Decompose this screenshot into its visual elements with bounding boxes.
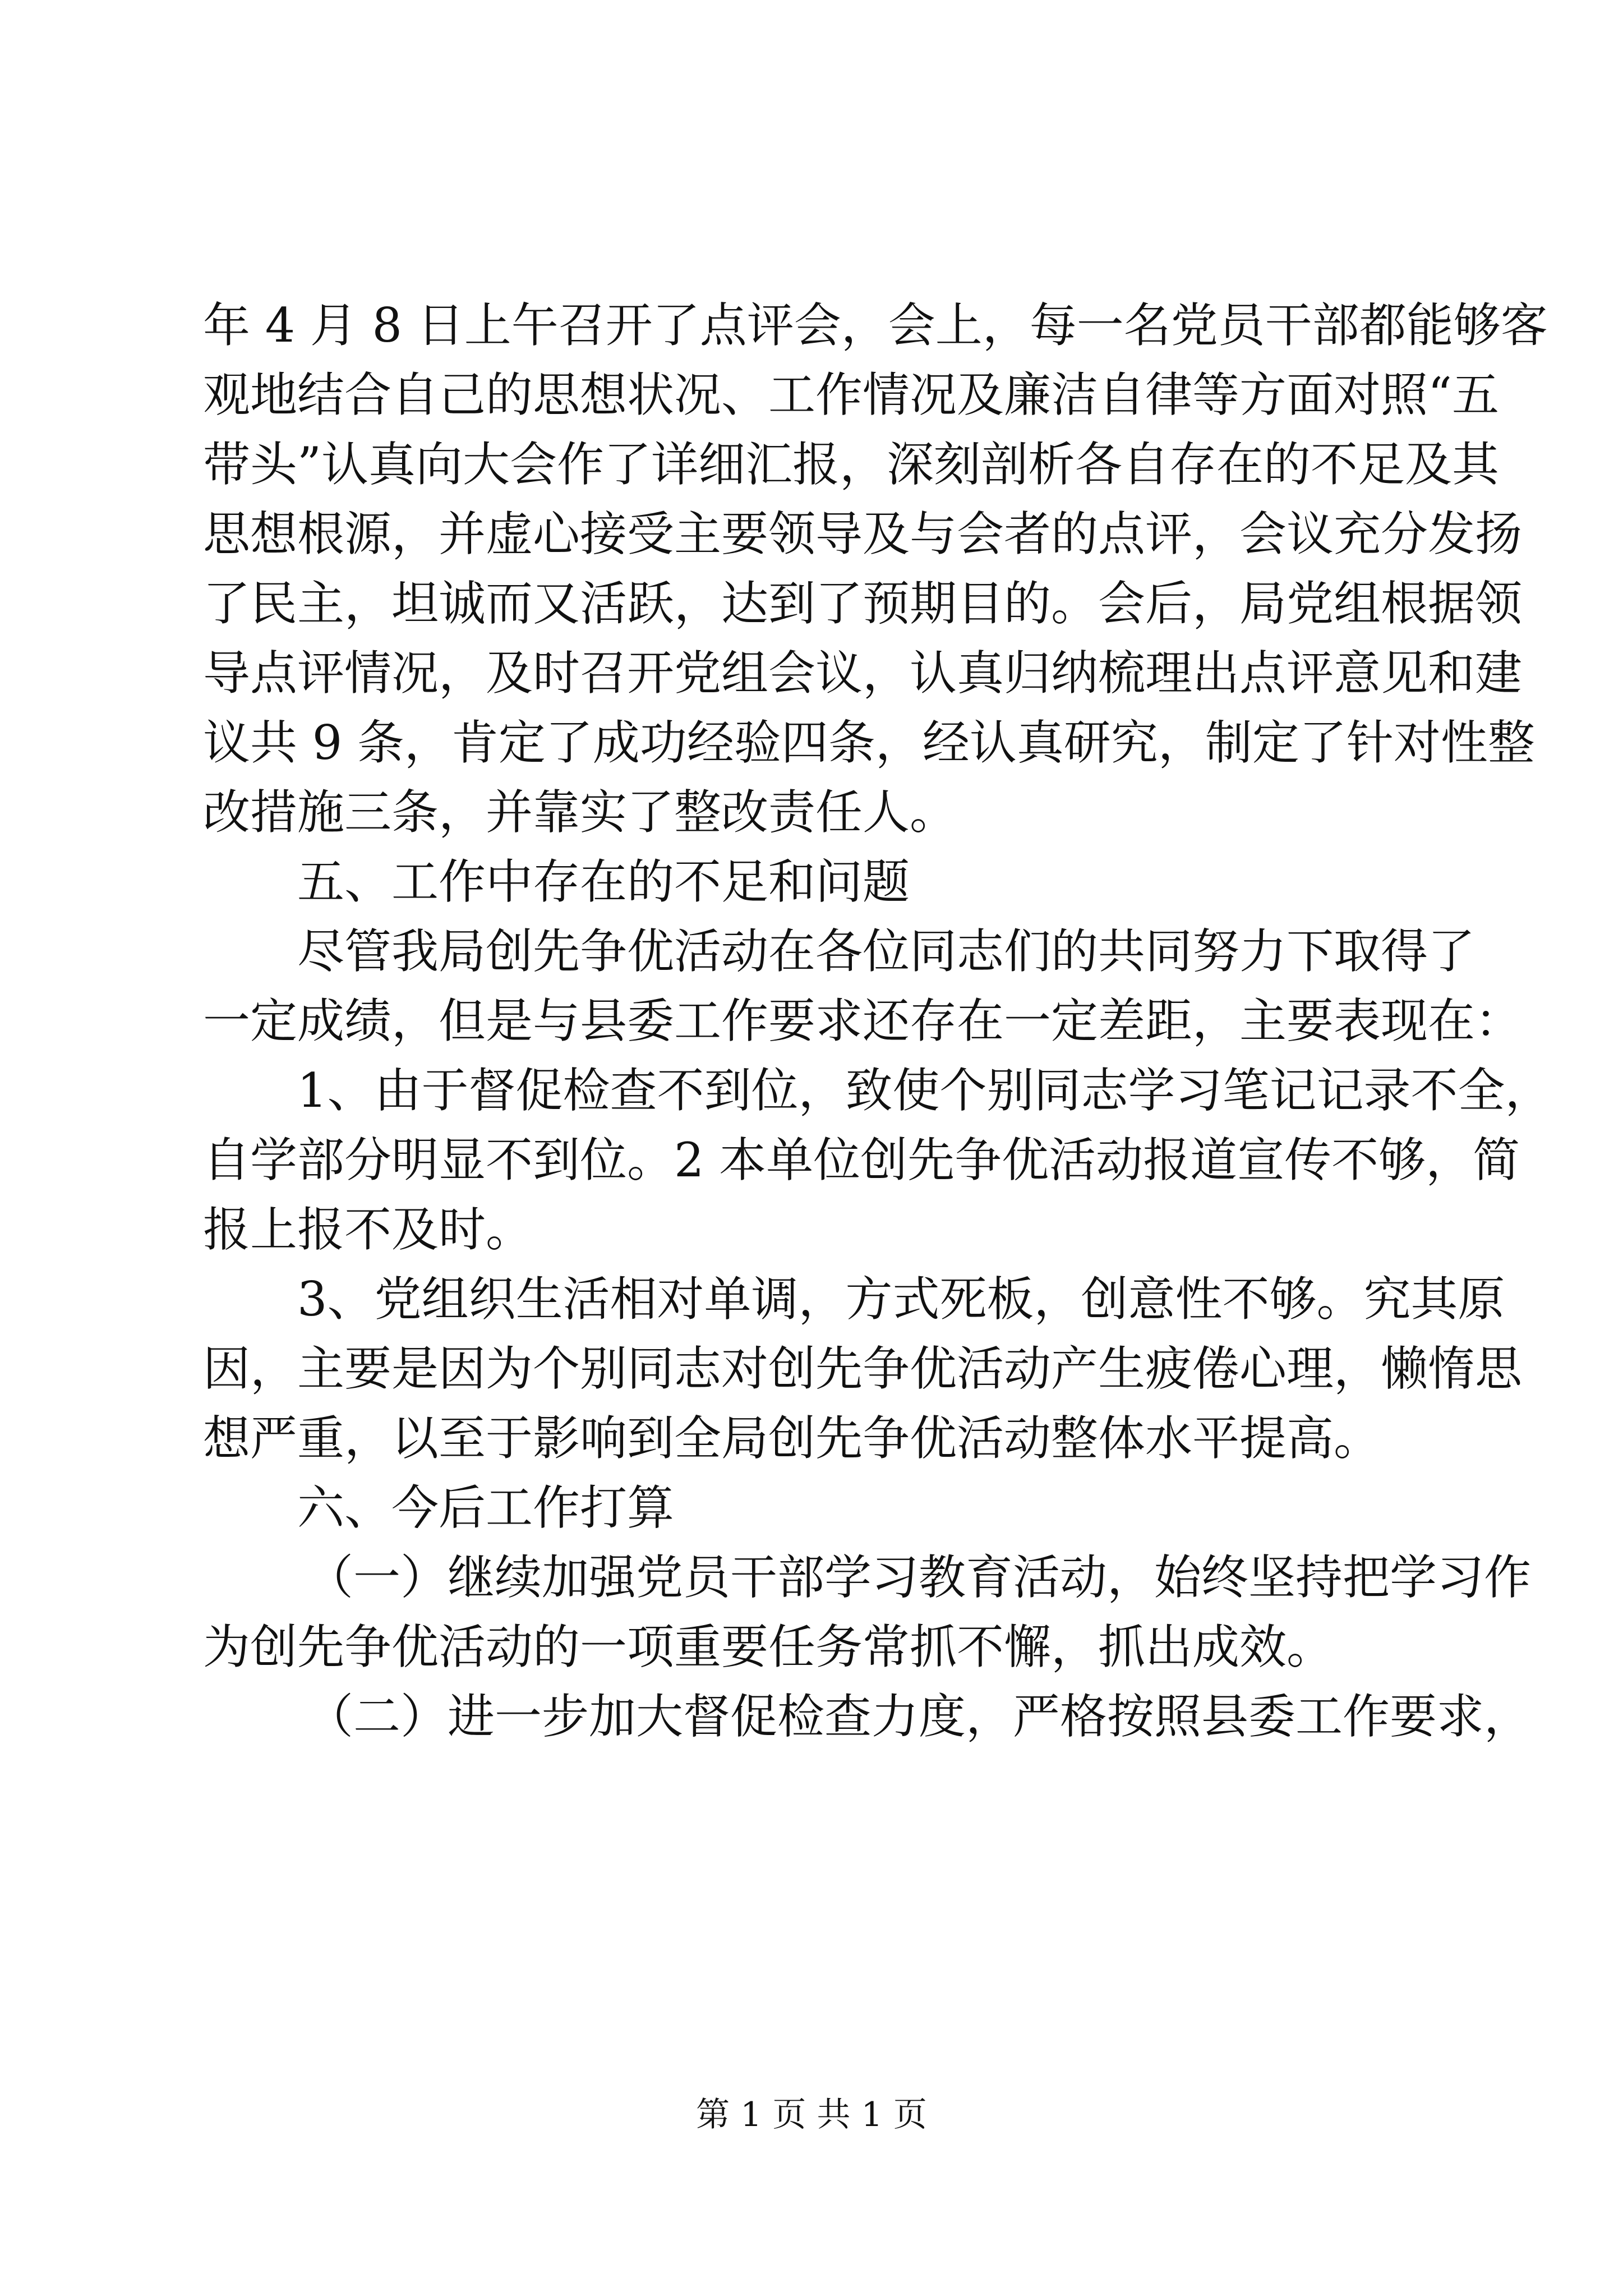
- text-line: 导点评情况，及时召开党组会议，认真归纳梳理出点评意见和建: [203, 646, 1523, 701]
- section-heading: 五、工作中存在的不足和问题: [297, 854, 910, 909]
- text-line: 带头”认真向大会作了详细汇报，深刻剖析各自存在的不足及其: [203, 437, 1499, 492]
- text-line: （一）继续加强党员干部学习教育活动，始终坚持把学习作: [306, 1550, 1532, 1605]
- text-line: 自学部分明显不到位。2 本单位创先争优活动报道宣传不够，简: [203, 1133, 1520, 1188]
- text-line: 年 4 月 8 日上午召开了点评会，会上，每一名党员干部都能够客: [203, 298, 1548, 353]
- text-line: 想严重，以至于影响到全局创先争优活动整体水平提高。: [203, 1411, 1381, 1466]
- document-body: [203, 291, 1552, 1751]
- text-line: 观地结合自己的思想状况、工作情况及廉洁自律等方面对照“五: [203, 367, 1499, 422]
- text-line: 一定成绩，但是与县委工作要求还存在一定差距，主要表现在：: [203, 993, 1523, 1048]
- text-line: 为创先争优活动的一项重要任务常抓不懈，抓出成效。: [203, 1619, 1334, 1674]
- text-line: 改措施三条，并靠实了整改责任人。: [203, 785, 957, 840]
- text-line: 1、由于督促检查不到位，致使个别同志学习笔记记录不全，: [297, 1063, 1552, 1118]
- section-heading: 六、今后工作打算: [297, 1480, 675, 1535]
- text-line: （二）进一步加大督促检查力度，严格按照县委工作要求，: [306, 1689, 1532, 1744]
- text-line: 思想根源，并虚心接受主要领导及与会者的点评，会议充分发扬: [203, 507, 1523, 562]
- page-number-footer: 第 1 页 共 1 页: [696, 2095, 927, 2134]
- text-line: 因，主要是因为个别同志对创先争优活动产生疲倦心理，懒惰思: [203, 1341, 1523, 1396]
- text-line: 报上报不及时。: [203, 1202, 533, 1257]
- text-line: 了民主，坦诚而又活跃，达到了预期目的。会后，局党组根据领: [203, 576, 1523, 631]
- text-line: 议共 9 条，肯定了成功经验四条，经认真研究，制定了针对性整: [203, 715, 1535, 770]
- text-line: 3、党组织生活相对单调，方式死板，创意性不够。究其原: [297, 1272, 1505, 1327]
- text-line: 尽管我局创先争优活动在各位同志们的共同努力下取得了: [297, 924, 1476, 979]
